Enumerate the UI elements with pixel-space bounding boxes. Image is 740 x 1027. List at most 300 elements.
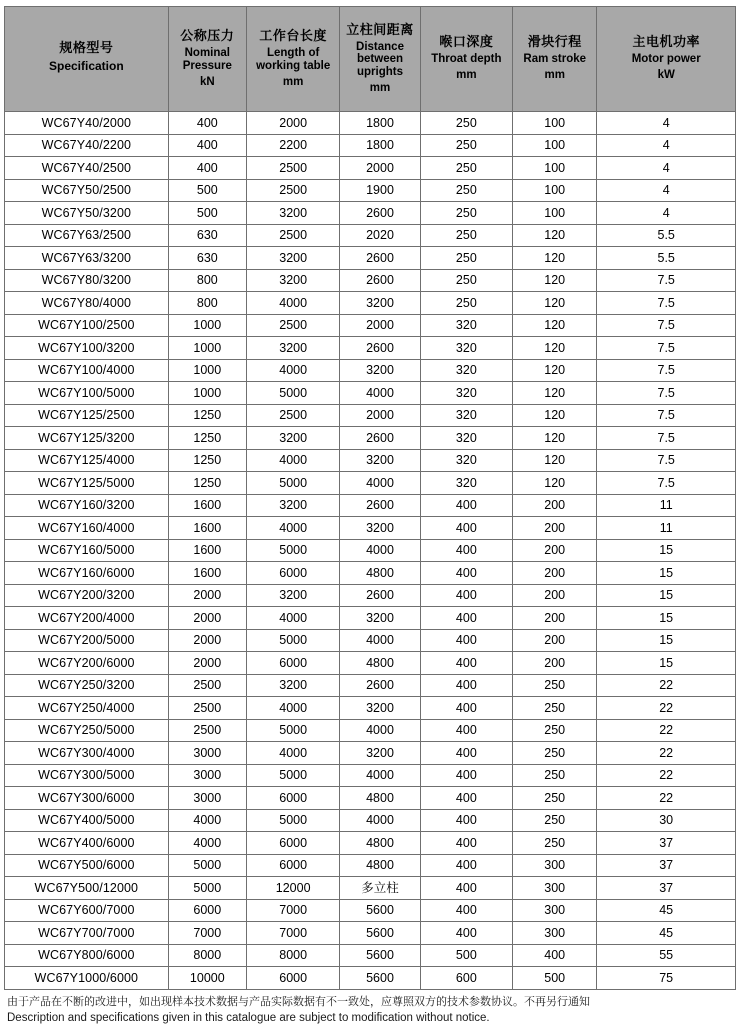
cell-ram-stroke: 250 [513, 674, 597, 697]
cell-distance-between-uprights: 3200 [340, 742, 420, 765]
cell-nominal-pressure: 3000 [168, 742, 246, 765]
cell-motor-power: 22 [597, 697, 736, 720]
cell-motor-power: 37 [597, 832, 736, 855]
cell-specification: WC67Y200/3200 [5, 584, 169, 607]
cell-motor-power: 5.5 [597, 224, 736, 247]
cell-nominal-pressure: 630 [168, 247, 246, 270]
cell-specification: WC67Y80/3200 [5, 269, 169, 292]
cell-length-working-table: 3200 [246, 269, 339, 292]
column-header-ram-stroke-cn: 滑块行程 [514, 35, 595, 50]
cell-ram-stroke: 200 [513, 539, 597, 562]
cell-throat-depth: 250 [420, 179, 512, 202]
cell-specification: WC67Y160/6000 [5, 562, 169, 585]
cell-ram-stroke: 300 [513, 854, 597, 877]
cell-throat-depth: 250 [420, 112, 512, 135]
cell-nominal-pressure: 800 [168, 292, 246, 315]
cell-nominal-pressure: 3000 [168, 764, 246, 787]
cell-length-working-table: 3200 [246, 674, 339, 697]
table-row [5, 292, 736, 315]
cell-ram-stroke: 120 [513, 427, 597, 450]
column-header-ram-stroke-unit: mm [514, 69, 595, 82]
column-header-length-working-table-en: Length of working table [248, 47, 338, 73]
cell-throat-depth: 400 [420, 607, 512, 630]
cell-throat-depth: 400 [420, 697, 512, 720]
cell-throat-depth: 400 [420, 562, 512, 585]
cell-specification: WC67Y300/6000 [5, 787, 169, 810]
cell-motor-power: 7.5 [597, 382, 736, 405]
column-header-specification-cn: 规格型号 [6, 41, 167, 56]
column-header-ram-stroke [513, 7, 597, 112]
cell-motor-power: 22 [597, 742, 736, 765]
table-row [5, 697, 736, 720]
column-header-specification-en: Specification [6, 60, 167, 73]
table-row [5, 404, 736, 427]
cell-distance-between-uprights: 4000 [340, 809, 420, 832]
cell-motor-power: 4 [597, 179, 736, 202]
cell-length-working-table: 4000 [246, 292, 339, 315]
column-header-distance-between-uprights-cn: 立柱间距离 [341, 23, 418, 38]
table-body [5, 112, 736, 990]
footer-note-en: Description and specifications given in this catalogue are subject to modification without notice. [7, 1010, 736, 1027]
cell-throat-depth: 400 [420, 494, 512, 517]
table-row [5, 629, 736, 652]
table-head [5, 7, 736, 112]
cell-distance-between-uprights: 3200 [340, 292, 420, 315]
cell-ram-stroke: 100 [513, 202, 597, 225]
cell-length-working-table: 2200 [246, 134, 339, 157]
cell-nominal-pressure: 1000 [168, 337, 246, 360]
cell-nominal-pressure: 500 [168, 202, 246, 225]
table-row [5, 157, 736, 180]
cell-distance-between-uprights: 4800 [340, 787, 420, 810]
table-row [5, 517, 736, 540]
cell-nominal-pressure: 400 [168, 157, 246, 180]
cell-specification: WC67Y100/3200 [5, 337, 169, 360]
cell-ram-stroke: 400 [513, 944, 597, 967]
cell-specification: WC67Y1000/6000 [5, 967, 169, 990]
cell-throat-depth: 400 [420, 719, 512, 742]
cell-distance-between-uprights: 5600 [340, 922, 420, 945]
cell-throat-depth: 320 [420, 449, 512, 472]
cell-distance-between-uprights: 2000 [340, 404, 420, 427]
cell-distance-between-uprights: 2000 [340, 157, 420, 180]
cell-specification: WC67Y600/7000 [5, 899, 169, 922]
cell-distance-between-uprights: 2600 [340, 337, 420, 360]
cell-throat-depth: 400 [420, 787, 512, 810]
cell-motor-power: 22 [597, 674, 736, 697]
column-header-throat-depth-unit: mm [422, 69, 511, 82]
cell-nominal-pressure: 2500 [168, 719, 246, 742]
cell-nominal-pressure: 2500 [168, 674, 246, 697]
cell-specification: WC67Y800/6000 [5, 944, 169, 967]
cell-motor-power: 7.5 [597, 359, 736, 382]
cell-motor-power: 75 [597, 967, 736, 990]
cell-ram-stroke: 200 [513, 494, 597, 517]
column-header-length-working-table-unit: mm [248, 76, 338, 89]
cell-motor-power: 4 [597, 202, 736, 225]
cell-length-working-table: 5000 [246, 719, 339, 742]
cell-throat-depth: 400 [420, 629, 512, 652]
table-row [5, 922, 736, 945]
cell-length-working-table: 4000 [246, 449, 339, 472]
cell-nominal-pressure: 1600 [168, 562, 246, 585]
column-header-distance-between-uprights-en: Distance between uprights [341, 41, 418, 80]
cell-motor-power: 7.5 [597, 427, 736, 450]
cell-specification: WC67Y200/6000 [5, 652, 169, 675]
cell-length-working-table: 2000 [246, 112, 339, 135]
cell-specification: WC67Y63/2500 [5, 224, 169, 247]
cell-specification: WC67Y300/5000 [5, 764, 169, 787]
table-row [5, 742, 736, 765]
cell-ram-stroke: 120 [513, 449, 597, 472]
cell-distance-between-uprights: 2600 [340, 202, 420, 225]
cell-ram-stroke: 250 [513, 764, 597, 787]
cell-ram-stroke: 100 [513, 179, 597, 202]
cell-length-working-table: 6000 [246, 562, 339, 585]
cell-length-working-table: 4000 [246, 517, 339, 540]
cell-nominal-pressure: 1000 [168, 359, 246, 382]
cell-distance-between-uprights: 1800 [340, 134, 420, 157]
cell-distance-between-uprights: 2600 [340, 269, 420, 292]
cell-specification: WC67Y40/2200 [5, 134, 169, 157]
column-header-nominal-pressure-unit: kN [170, 76, 245, 89]
column-header-motor-power [597, 7, 736, 112]
table-row [5, 967, 736, 990]
cell-specification: WC67Y125/3200 [5, 427, 169, 450]
cell-nominal-pressure: 2000 [168, 629, 246, 652]
cell-distance-between-uprights: 4000 [340, 764, 420, 787]
cell-throat-depth: 400 [420, 742, 512, 765]
cell-ram-stroke: 200 [513, 629, 597, 652]
cell-specification: WC67Y700/7000 [5, 922, 169, 945]
cell-motor-power: 15 [597, 584, 736, 607]
cell-motor-power: 15 [597, 539, 736, 562]
table-row [5, 314, 736, 337]
cell-length-working-table: 4000 [246, 742, 339, 765]
cell-length-working-table: 6000 [246, 787, 339, 810]
cell-length-working-table: 3200 [246, 202, 339, 225]
cell-throat-depth: 600 [420, 967, 512, 990]
column-header-nominal-pressure [168, 7, 246, 112]
cell-length-working-table: 5000 [246, 382, 339, 405]
cell-ram-stroke: 100 [513, 157, 597, 180]
column-header-throat-depth-cn: 喉口深度 [422, 35, 511, 50]
specification-table [4, 6, 736, 990]
cell-specification: WC67Y160/5000 [5, 539, 169, 562]
cell-distance-between-uprights: 3200 [340, 517, 420, 540]
cell-ram-stroke: 120 [513, 292, 597, 315]
cell-throat-depth: 400 [420, 922, 512, 945]
cell-motor-power: 7.5 [597, 472, 736, 495]
cell-throat-depth: 320 [420, 404, 512, 427]
cell-nominal-pressure: 1250 [168, 404, 246, 427]
cell-specification: WC67Y125/5000 [5, 472, 169, 495]
cell-specification: WC67Y250/4000 [5, 697, 169, 720]
table-row [5, 539, 736, 562]
cell-length-working-table: 2500 [246, 157, 339, 180]
cell-throat-depth: 400 [420, 764, 512, 787]
cell-length-working-table: 2500 [246, 179, 339, 202]
cell-distance-between-uprights: 3200 [340, 607, 420, 630]
cell-motor-power: 4 [597, 112, 736, 135]
cell-nominal-pressure: 5000 [168, 877, 246, 900]
cell-throat-depth: 320 [420, 337, 512, 360]
cell-ram-stroke: 120 [513, 404, 597, 427]
cell-specification: WC67Y50/3200 [5, 202, 169, 225]
cell-specification: WC67Y200/4000 [5, 607, 169, 630]
cell-specification: WC67Y200/5000 [5, 629, 169, 652]
cell-distance-between-uprights: 3200 [340, 449, 420, 472]
cell-motor-power: 7.5 [597, 314, 736, 337]
cell-throat-depth: 400 [420, 584, 512, 607]
cell-nominal-pressure: 1250 [168, 449, 246, 472]
cell-distance-between-uprights: 2600 [340, 584, 420, 607]
cell-ram-stroke: 100 [513, 112, 597, 135]
cell-throat-depth: 400 [420, 854, 512, 877]
cell-length-working-table: 5000 [246, 809, 339, 832]
footer-note-cn: 由于产品在不断的改进中，如出现样本技术数据与产品实际数据有不一致处，应尊照双方的技术参数协议。不再另行通知 [7, 994, 736, 1011]
cell-ram-stroke: 300 [513, 899, 597, 922]
cell-motor-power: 7.5 [597, 449, 736, 472]
cell-length-working-table: 8000 [246, 944, 339, 967]
cell-length-working-table: 2500 [246, 404, 339, 427]
table-row [5, 494, 736, 517]
cell-motor-power: 11 [597, 517, 736, 540]
cell-nominal-pressure: 1600 [168, 494, 246, 517]
cell-distance-between-uprights: 1900 [340, 179, 420, 202]
cell-motor-power: 45 [597, 922, 736, 945]
cell-ram-stroke: 250 [513, 832, 597, 855]
cell-distance-between-uprights: 2600 [340, 494, 420, 517]
cell-nominal-pressure: 3000 [168, 787, 246, 810]
cell-throat-depth: 400 [420, 674, 512, 697]
cell-throat-depth: 250 [420, 224, 512, 247]
cell-ram-stroke: 120 [513, 314, 597, 337]
cell-length-working-table: 5000 [246, 764, 339, 787]
cell-specification: WC67Y160/4000 [5, 517, 169, 540]
cell-distance-between-uprights: 1800 [340, 112, 420, 135]
cell-ram-stroke: 300 [513, 922, 597, 945]
cell-specification: WC67Y80/4000 [5, 292, 169, 315]
cell-specification: WC67Y500/6000 [5, 854, 169, 877]
cell-throat-depth: 400 [420, 899, 512, 922]
cell-nominal-pressure: 6000 [168, 899, 246, 922]
cell-distance-between-uprights: 4000 [340, 629, 420, 652]
cell-nominal-pressure: 10000 [168, 967, 246, 990]
table-row [5, 112, 736, 135]
cell-throat-depth: 400 [420, 652, 512, 675]
cell-ram-stroke: 300 [513, 877, 597, 900]
cell-motor-power: 7.5 [597, 337, 736, 360]
cell-distance-between-uprights: 2020 [340, 224, 420, 247]
table-row [5, 944, 736, 967]
cell-throat-depth: 400 [420, 517, 512, 540]
cell-distance-between-uprights: 2600 [340, 674, 420, 697]
cell-throat-depth: 400 [420, 539, 512, 562]
cell-ram-stroke: 200 [513, 584, 597, 607]
cell-distance-between-uprights: 4000 [340, 719, 420, 742]
table-row [5, 382, 736, 405]
cell-nominal-pressure: 2000 [168, 607, 246, 630]
cell-motor-power: 22 [597, 764, 736, 787]
column-header-throat-depth [420, 7, 512, 112]
column-header-ram-stroke-en: Ram stroke [514, 53, 595, 66]
cell-specification: WC67Y100/2500 [5, 314, 169, 337]
cell-distance-between-uprights: 4800 [340, 562, 420, 585]
cell-nominal-pressure: 800 [168, 269, 246, 292]
cell-distance-between-uprights: 3200 [340, 359, 420, 382]
cell-nominal-pressure: 1000 [168, 382, 246, 405]
cell-distance-between-uprights: 4000 [340, 539, 420, 562]
cell-nominal-pressure: 1250 [168, 472, 246, 495]
cell-motor-power: 7.5 [597, 269, 736, 292]
table-row [5, 764, 736, 787]
cell-motor-power: 37 [597, 877, 736, 900]
cell-ram-stroke: 120 [513, 382, 597, 405]
cell-nominal-pressure: 1600 [168, 539, 246, 562]
column-header-distance-between-uprights [340, 7, 420, 112]
cell-distance-between-uprights: 2600 [340, 427, 420, 450]
cell-throat-depth: 500 [420, 944, 512, 967]
cell-ram-stroke: 120 [513, 247, 597, 270]
cell-throat-depth: 250 [420, 292, 512, 315]
cell-specification: WC67Y250/5000 [5, 719, 169, 742]
cell-motor-power: 11 [597, 494, 736, 517]
cell-throat-depth: 250 [420, 157, 512, 180]
cell-specification: WC67Y40/2000 [5, 112, 169, 135]
cell-distance-between-uprights: 5600 [340, 967, 420, 990]
cell-ram-stroke: 120 [513, 269, 597, 292]
cell-motor-power: 7.5 [597, 292, 736, 315]
table-row [5, 832, 736, 855]
cell-throat-depth: 400 [420, 832, 512, 855]
cell-ram-stroke: 200 [513, 607, 597, 630]
table-row [5, 584, 736, 607]
cell-distance-between-uprights: 5600 [340, 944, 420, 967]
column-header-specification [5, 7, 169, 112]
table-row [5, 854, 736, 877]
cell-motor-power: 7.5 [597, 404, 736, 427]
table-row [5, 562, 736, 585]
cell-distance-between-uprights: 4000 [340, 382, 420, 405]
cell-length-working-table: 4000 [246, 697, 339, 720]
cell-motor-power: 15 [597, 629, 736, 652]
column-header-distance-between-uprights-unit: mm [341, 82, 418, 95]
cell-nominal-pressure: 2500 [168, 697, 246, 720]
table-row [5, 787, 736, 810]
table-row [5, 224, 736, 247]
table-row [5, 179, 736, 202]
cell-length-working-table: 6000 [246, 854, 339, 877]
table-row [5, 472, 736, 495]
column-header-length-working-table [246, 7, 339, 112]
table-row [5, 427, 736, 450]
cell-throat-depth: 320 [420, 359, 512, 382]
table-row [5, 337, 736, 360]
cell-ram-stroke: 250 [513, 809, 597, 832]
cell-length-working-table: 4000 [246, 359, 339, 382]
cell-throat-depth: 400 [420, 877, 512, 900]
cell-length-working-table: 6000 [246, 652, 339, 675]
column-header-length-working-table-cn: 工作台长度 [248, 29, 338, 44]
cell-motor-power: 22 [597, 719, 736, 742]
cell-ram-stroke: 250 [513, 719, 597, 742]
cell-specification: WC67Y125/4000 [5, 449, 169, 472]
table-header-row [5, 7, 736, 112]
cell-motor-power: 4 [597, 134, 736, 157]
column-header-nominal-pressure-cn: 公称压力 [170, 29, 245, 44]
cell-length-working-table: 3200 [246, 584, 339, 607]
table-row [5, 269, 736, 292]
cell-ram-stroke: 250 [513, 742, 597, 765]
column-header-motor-power-en: Motor power [598, 53, 734, 66]
cell-specification: WC67Y400/5000 [5, 809, 169, 832]
table-row [5, 359, 736, 382]
cell-motor-power: 45 [597, 899, 736, 922]
table-row [5, 877, 736, 900]
cell-specification: WC67Y300/4000 [5, 742, 169, 765]
cell-specification: WC67Y160/3200 [5, 494, 169, 517]
column-header-throat-depth-en: Throat depth [422, 53, 511, 66]
footer-notes [4, 994, 736, 1027]
cell-ram-stroke: 120 [513, 337, 597, 360]
cell-specification: WC67Y125/2500 [5, 404, 169, 427]
table-row [5, 899, 736, 922]
cell-throat-depth: 250 [420, 134, 512, 157]
cell-length-working-table: 3200 [246, 427, 339, 450]
cell-motor-power: 37 [597, 854, 736, 877]
cell-motor-power: 15 [597, 562, 736, 585]
cell-specification: WC67Y100/5000 [5, 382, 169, 405]
cell-length-working-table: 5000 [246, 472, 339, 495]
cell-throat-depth: 320 [420, 382, 512, 405]
cell-length-working-table: 6000 [246, 832, 339, 855]
cell-distance-between-uprights: 3200 [340, 697, 420, 720]
cell-specification: WC67Y500/12000 [5, 877, 169, 900]
cell-distance-between-uprights: 4000 [340, 472, 420, 495]
cell-distance-between-uprights: 4800 [340, 652, 420, 675]
table-row [5, 719, 736, 742]
cell-length-working-table: 2500 [246, 224, 339, 247]
cell-nominal-pressure: 8000 [168, 944, 246, 967]
cell-ram-stroke: 120 [513, 359, 597, 382]
cell-specification: WC67Y50/2500 [5, 179, 169, 202]
cell-ram-stroke: 120 [513, 224, 597, 247]
cell-length-working-table: 5000 [246, 629, 339, 652]
cell-throat-depth: 250 [420, 269, 512, 292]
cell-nominal-pressure: 400 [168, 112, 246, 135]
cell-ram-stroke: 250 [513, 787, 597, 810]
cell-throat-depth: 400 [420, 809, 512, 832]
cell-motor-power: 22 [597, 787, 736, 810]
cell-nominal-pressure: 1600 [168, 517, 246, 540]
cell-motor-power: 15 [597, 607, 736, 630]
table-row [5, 247, 736, 270]
table-row [5, 674, 736, 697]
column-header-nominal-pressure-en: Nominal Pressure [170, 47, 245, 73]
cell-distance-between-uprights: 5600 [340, 899, 420, 922]
cell-ram-stroke: 200 [513, 652, 597, 675]
table-row [5, 202, 736, 225]
cell-nominal-pressure: 7000 [168, 922, 246, 945]
cell-ram-stroke: 100 [513, 134, 597, 157]
cell-distance-between-uprights: 2600 [340, 247, 420, 270]
cell-throat-depth: 320 [420, 427, 512, 450]
cell-motor-power: 4 [597, 157, 736, 180]
cell-throat-depth: 250 [420, 202, 512, 225]
cell-throat-depth: 250 [420, 247, 512, 270]
cell-motor-power: 55 [597, 944, 736, 967]
